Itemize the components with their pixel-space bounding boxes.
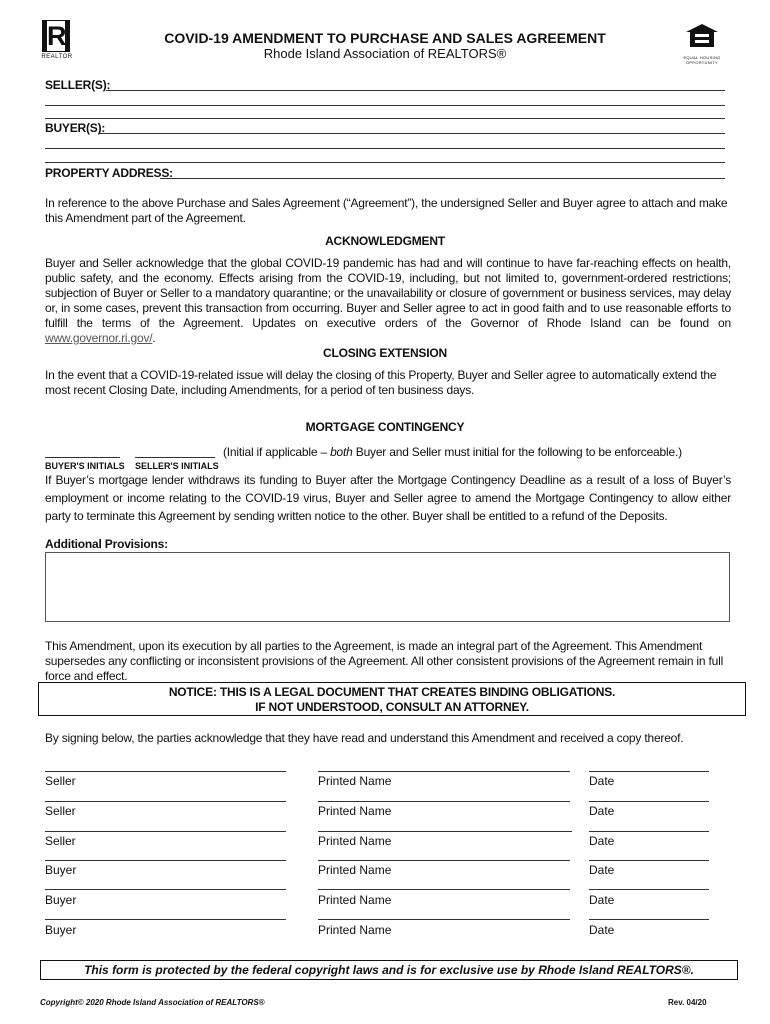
acknowledgment-paragraph (45, 256, 731, 346)
buyers-field-line[interactable] (100, 133, 725, 134)
buyer-initials-line[interactable] (45, 457, 120, 458)
acknowledgment-text: Buyer and Seller acknowledge that the global COVID-19 pandemic has had and will continue to have far-reaching effects on health, public safety, and the economy. Effects arising from the COVID-19, including, but not limited to, government-ordered restrictions; subjection of Buyer or Seller to a mandatory quarantine; or the unavailability or closure of government or business services, may delay or, in some cases, prevent this transaction from occurring. Buyer and Seller agree to act in good faith and to use reasonable efforts to fulfill the terms of the Agreement. Updates on executive orders of the Governor of Rhode Island can be found on (45, 256, 731, 330)
signature-line[interactable] (45, 771, 286, 772)
initials-note (223, 445, 682, 460)
printed-name-line[interactable] (318, 889, 570, 890)
intro-paragraph: In reference to the above Purchase and Sales Agreement (“Agreement”), the undersigned Seller and Buyer agree to attach and make this Amendment part of the Agreement. (45, 196, 728, 225)
printed-name-line[interactable] (318, 801, 570, 802)
printed-name-label: Printed Name (318, 893, 392, 907)
date-label: Date (589, 923, 615, 937)
signature-line[interactable] (45, 860, 286, 861)
signature-party-label: Seller (45, 774, 76, 788)
signature-line[interactable] (45, 801, 286, 802)
buyers-field-line-3[interactable] (45, 162, 725, 163)
signing-acknowledgment: By signing below, the parties acknowledge that they have read and understand this Amendment and received a copy thereof. (45, 731, 684, 745)
mortgage-contingency-paragraph: If Buyer’s mortgage lender withdraws its funding to Buyer after the Mortgage Contingency Deadline as a result of a loss of Buyer’s employment or income relating to the COVID-19 virus, Buyer and Seller agree to amend the Mortgage Contingency to allow either party to terminate this Agreement by sending written notice to the other. Buyer shall be entitled to a refund of the Deposits. (45, 473, 731, 523)
page-title: COVID-19 AMENDMENT TO PURCHASE AND SALES AGREEMENT (164, 30, 606, 46)
revision-label: Rev. 04/20 (668, 998, 707, 1007)
printed-name-line[interactable] (318, 860, 570, 861)
buyer-initials-label: BUYER'S INITIALS (45, 461, 125, 471)
seller-initials-line[interactable] (135, 457, 215, 458)
notice-box (38, 682, 746, 716)
date-label: Date (589, 774, 615, 788)
copyright-protection-box (40, 960, 738, 980)
printed-name-line[interactable] (318, 771, 570, 772)
date-label: Date (589, 834, 615, 848)
date-line[interactable] (589, 771, 709, 772)
mortgage-contingency-heading: MORTGAGE CONTINGENCY (305, 420, 465, 434)
sellers-field-line[interactable] (106, 90, 725, 91)
date-line[interactable] (589, 801, 709, 802)
date-line[interactable] (589, 919, 709, 920)
printed-name-line[interactable] (318, 919, 570, 920)
property-address-field-line[interactable] (160, 178, 725, 179)
signature-party-label: Seller (45, 834, 76, 848)
date-label: Date (589, 863, 615, 877)
buyers-field-line-2[interactable] (45, 148, 725, 149)
signature-party-label: Buyer (45, 923, 77, 937)
eho-line2: OPPORTUNITY (685, 60, 719, 65)
printed-name-label: Printed Name (318, 863, 392, 877)
eho-line1: EQUAL HOUSING (683, 55, 721, 60)
printed-name-label: Printed Name (318, 774, 392, 788)
closing-extension-paragraph: In the event that a COVID-19-related issue will delay the closing of this Property, Buyer and Seller agree to automatically extend the most recent Closing Date, including Amendments, for a period of ten business days. (45, 368, 717, 397)
additional-provisions-label: Additional Provisions: (45, 537, 168, 551)
printed-name-line[interactable] (318, 831, 572, 832)
additional-provisions-box[interactable] (45, 552, 730, 622)
date-label: Date (589, 804, 615, 818)
initials-note-prefix: (Initial if applicable – (223, 445, 331, 459)
signature-line[interactable] (45, 889, 286, 890)
realtor-logo-letter: R (47, 21, 67, 51)
printed-name-label: Printed Name (318, 923, 392, 937)
realtor-logo-text: REALTOR (41, 54, 73, 60)
printed-name-label: Printed Name (318, 804, 392, 818)
property-address-label: PROPERTY ADDRESS: (45, 166, 173, 180)
equal-housing-icon (682, 23, 722, 49)
governor-link[interactable]: www.governor.ri.gov/ (45, 331, 153, 345)
buyers-label: BUYER(S): (45, 121, 106, 135)
initials-note-suffix: Buyer and Seller must initial for the following to be enforceable.) (352, 445, 682, 459)
sellers-label: SELLER(S): (45, 78, 111, 92)
closing-extension-heading: CLOSING EXTENSION (323, 346, 447, 360)
date-label: Date (589, 893, 615, 907)
acknowledgment-link-suffix: . (152, 331, 156, 345)
signature-party-label: Seller (45, 804, 76, 818)
notice-line-2: IF NOT UNDERSTOOD, CONSULT AN ATTORNEY. (255, 700, 529, 714)
notice-line-1: NOTICE: THIS IS A LEGAL DOCUMENT THAT CREATES BINDING OBLIGATIONS. (168, 685, 616, 699)
signature-line[interactable] (45, 831, 286, 832)
date-line[interactable] (589, 889, 709, 890)
integral-paragraph: This Amendment, upon its execution by all parties to the Agreement, is made an integral part of the Agreement. This Amendment supersedes any conflicting or inconsistent provisions of the Agreement. All other consistent provisions of the Agreement remain in full force and effect. (45, 639, 724, 683)
copyright-protection-text: This form is protected by the federal copyright laws and is for exclusive use by Rhode Island REALTORS®. (84, 963, 694, 977)
copyright-notice: Copyright© 2020 Rhode Island Association of REALTORS® (40, 998, 265, 1007)
seller-initials-label: SELLER'S INITIALS (135, 461, 219, 471)
signature-line[interactable] (45, 919, 286, 920)
date-line[interactable] (589, 831, 709, 832)
signature-party-label: Buyer (45, 893, 77, 907)
date-line[interactable] (589, 860, 709, 861)
initials-note-italic: both (330, 445, 353, 459)
acknowledgment-heading: ACKNOWLEDGMENT (325, 234, 445, 248)
sellers-field-line-3[interactable] (45, 118, 725, 119)
equal-housing-logo (682, 23, 722, 63)
sellers-field-line-2[interactable] (45, 105, 725, 106)
signature-party-label: Buyer (45, 863, 77, 877)
page-subtitle: Rhode Island Association of REALTORS® (263, 46, 507, 61)
printed-name-label: Printed Name (318, 834, 392, 848)
